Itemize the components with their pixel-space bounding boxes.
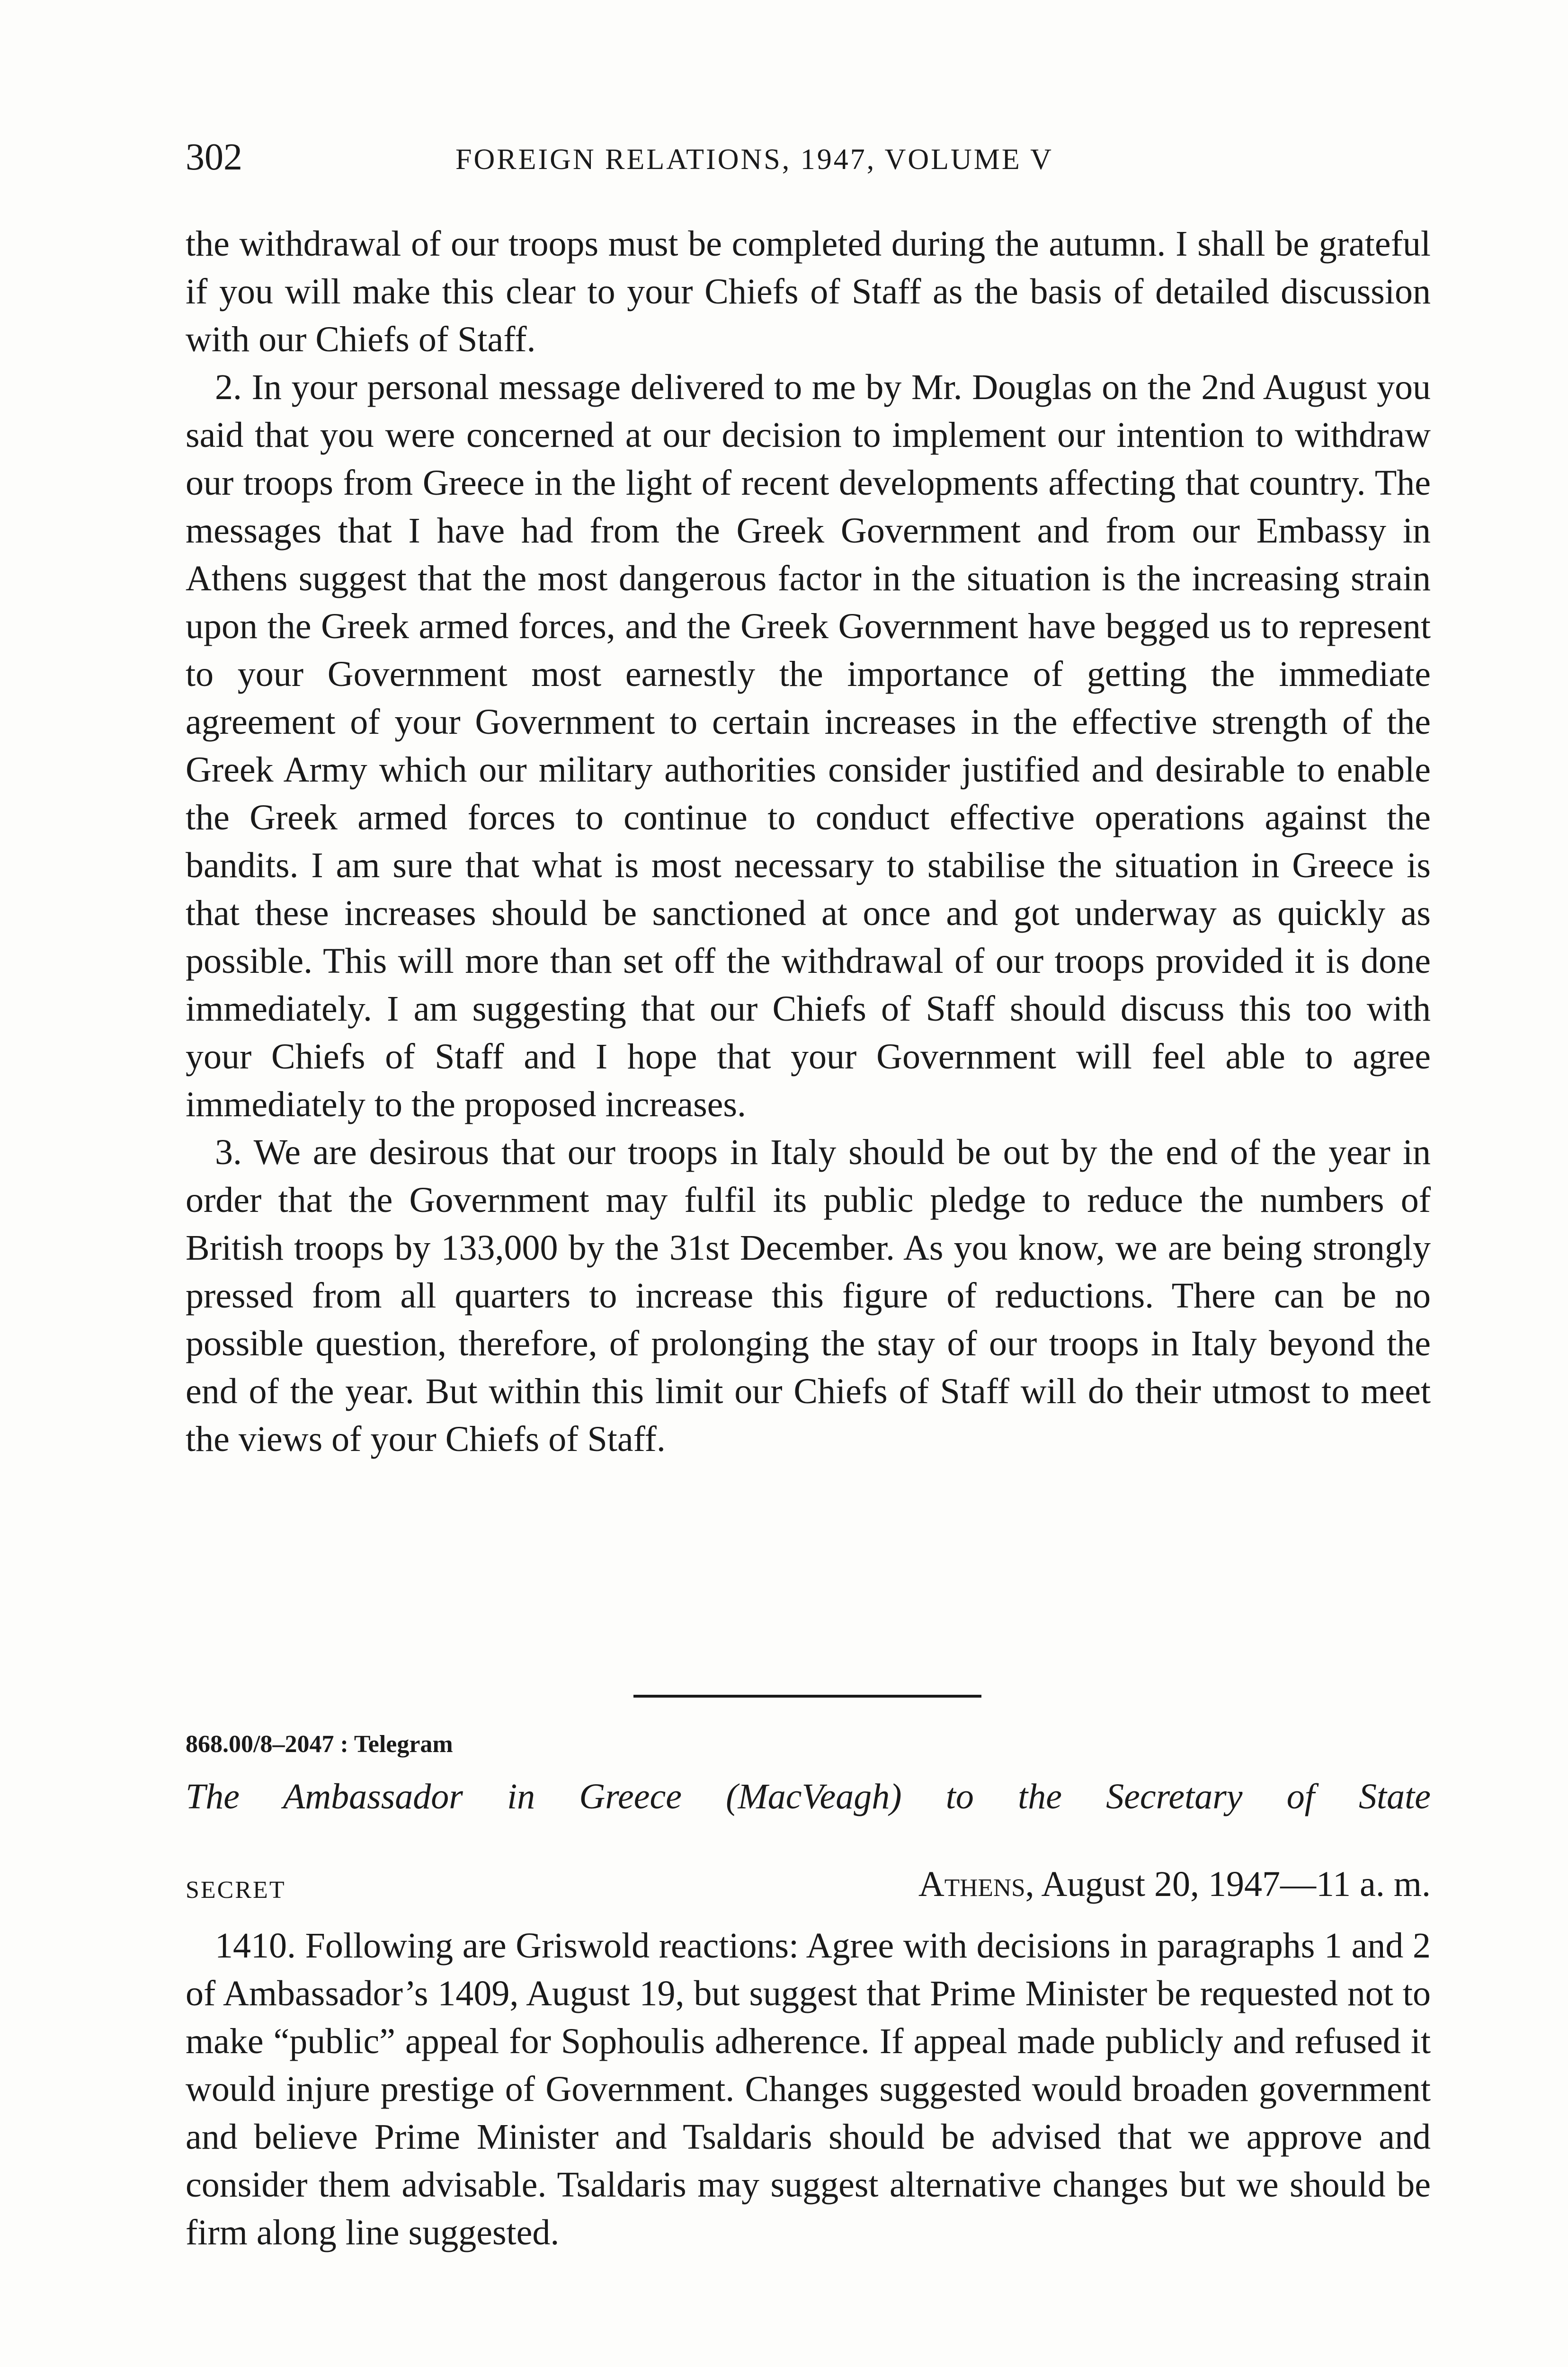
letter-paragraph-3: 3. We are desirous that our troops in Italy should be out by the end of the year in order that the Government may fulfil its public pledge to reduce the numbers of British troops by 133,000 by the 31st December. As you know, we are being strongly pressed from all quarters to increase this figure of reductions. There can be no possible question, therefore, of prolonging the stay of our troops in Italy beyond the end of the year. But within this limit our Chiefs of Staff will do their utmost to meet the views of your Chiefs of Staff.: [186, 1132, 1431, 1459]
running-head: [186, 133, 1431, 186]
classification-label: SECRET: [186, 1877, 286, 1904]
letter-paragraph-continued: the withdrawal of our troops must be completed during the autumn. I shall be grateful if you will make this clear to your Chiefs of Staff as the basis of detailed discussion with our Chiefs of Staff.: [186, 224, 1431, 359]
section-divider: [633, 1695, 981, 1698]
document-title: The Ambassador in Greece (MacVeagh) to the Secretary of State: [186, 1777, 1431, 1816]
dateline-place: Athens,: [918, 1864, 1034, 1904]
letter-paragraph-2: 2. In your personal message delivered to me by Mr. Douglas on the 2nd August you said that you were concerned at our decision to implement our intention to withdraw our troops from Greece in the light of recent developments affecting that country. The messages that I have had from the Greek Government and from our Embassy in Athens suggest that the most dangerous factor in the situation is the increasing strain upon the Greek armed forces, and the Greek Government have begged us to represent to your Government most earnestly the importance of getting the immediate agreement of your Government to certain increases in the effective strength of the Greek Army which our military authorities consider justified and desirable to enable the Greek armed forces to continue to conduct effective operations against the bandits. I am sure that what is most necessary to stabilise the situation in Greece is that these increases should be sanctioned at once and got underway as quickly as possible. This will more than set off the withdrawal of our troops provided it is done immediately. I am suggesting that our Chiefs of Staff should discuss this too with your Chiefs of Staff and I hope that your Government will feel able to agree immediately to the proposed increases.: [186, 367, 1431, 1124]
dateline: [918, 1860, 1431, 1908]
document-reference: 868.00/8–2047 : Telegram: [186, 1731, 453, 1758]
letter-body: [186, 220, 1431, 1463]
telegram-body: [186, 1922, 1431, 2257]
dateline-date: August 20, 1947—11 a. m.: [1041, 1864, 1431, 1904]
page-number: 302: [186, 136, 242, 178]
telegram-paragraph: 1410. Following are Griswold reactions: Agree with decisions in paragraphs 1 and 2 of Ambassador’s 1409, August 19, but suggest that Prime Minister be requested not to make “public” appeal for Sophoulis adherence. If appeal made publicly and refused it would injure prestige of Government. Changes suggested would broaden government and believe Prime Minister and Tsaldaris should be advised that we approve and consider them advisable. Tsaldaris may suggest alternative changes but we should be firm along line suggested.: [186, 1926, 1431, 2252]
running-title: FOREIGN RELATIONS, 1947, VOLUME V: [455, 143, 1053, 176]
